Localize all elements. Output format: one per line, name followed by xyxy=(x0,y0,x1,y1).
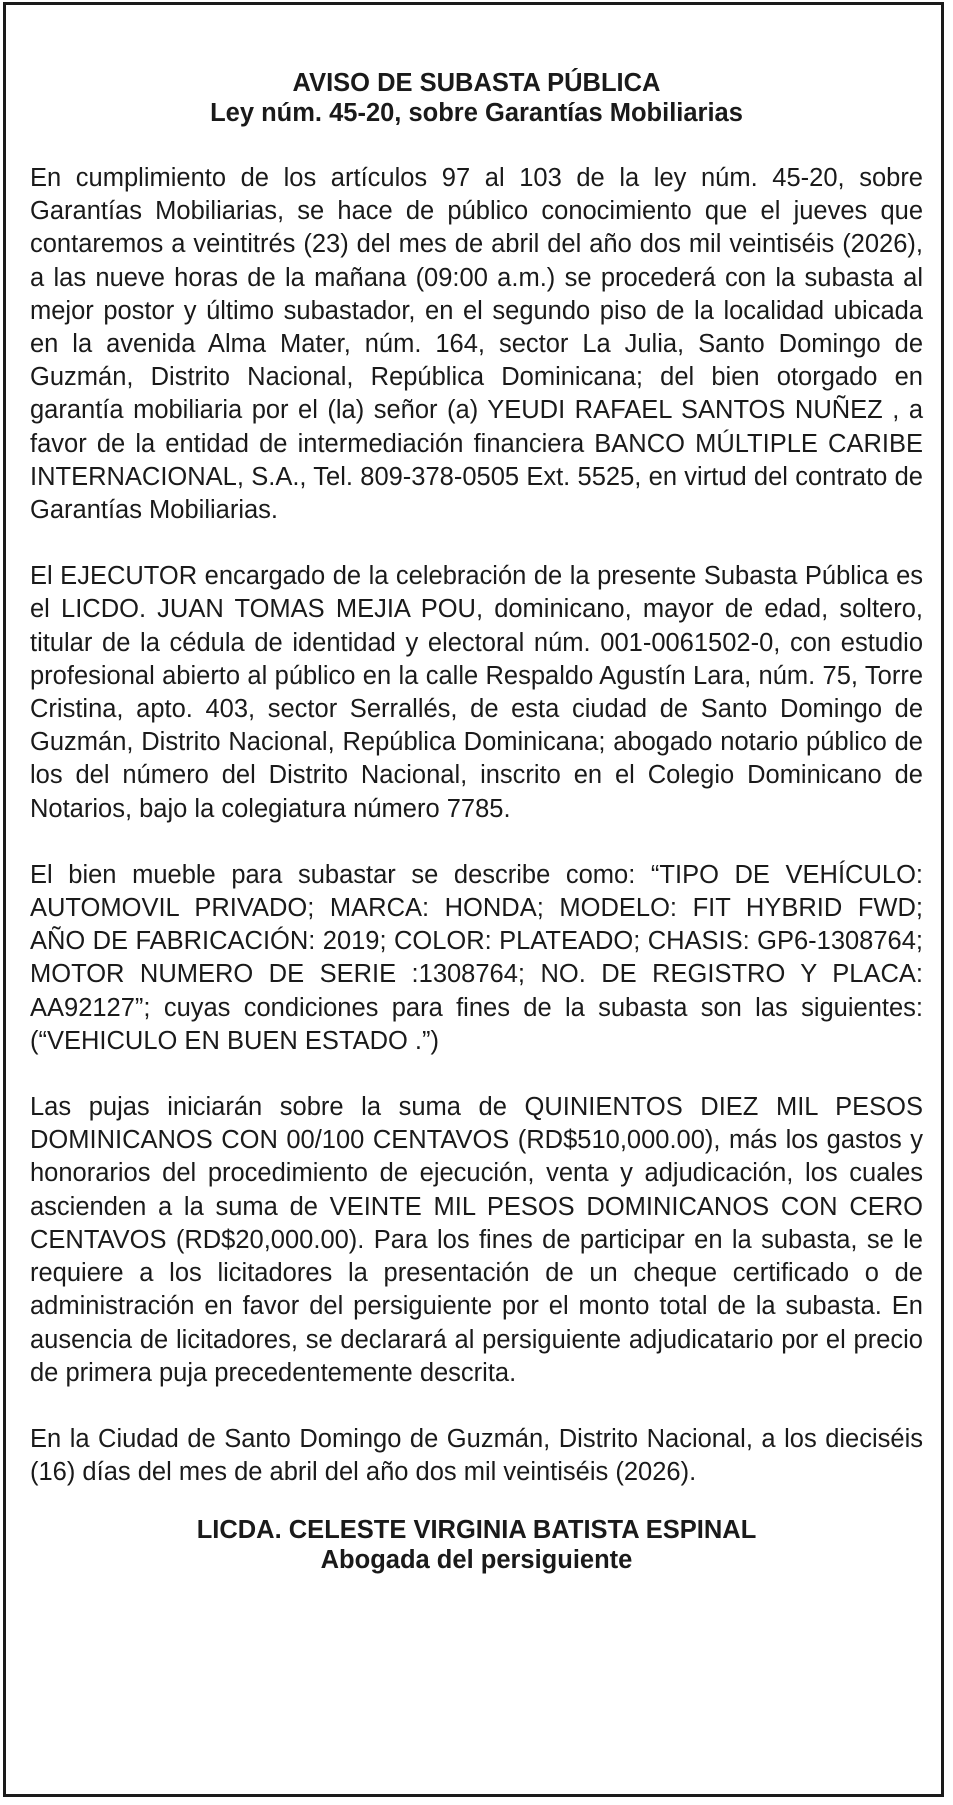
notice-title: AVISO DE SUBASTA PÚBLICA xyxy=(292,69,661,97)
paragraph-vehicle: El bien mueble para subastar se describe como: “TIPO DE VEHÍCULO: AUTOMOVIL PRIVADO; MARCA: HONDA; MODELO: FIT HYBRID FWD; AÑO DE FABRICACIÓN: 2019; COLOR: PLATEADO; CHASIS: GP6-1308764; MOTOR NUMERO DE SERIE :1308764; NO. DE REGISTRO Y PLACA: AA92127”; cuyas condiciones para fines de la subasta son las siguientes: (“VEHICULO EN BUEN ESTADO .”) xyxy=(30,860,923,1055)
paragraph-announcement: En cumplimiento de los artículos 97 al 103 de la ley núm. 45-20, sobre Garantías Mobiliarias, se hace de público conocimiento que el jueves que contaremos a veintitrés (23) del mes de abril del año dos mil veintiséis (2026), a las nueve horas de la mañana (09:00 a.m.) se procederá con la subasta al mejor postor y último subastador, en el segundo piso de la localidad ubicada en la avenida Alma Mater, núm. 164, sector La Julia, Santo Domingo de Guzmán, Distrito Nacional, República Dominicana; del bien otorgado en garantía mobiliaria por el (la) señor (a) YEUDI RAFAEL SANTOS NUÑEZ , a favor de la entidad de intermediación financiera BANCO MÚLTIPLE CARIBE INTERNACIONAL, S.A., Tel. 809-378-0505 Ext. 5525, en virtud del contrato de Garantías Mobiliarias. xyxy=(30,164,923,525)
paragraph-date-place: En la Ciudad de Santo Domingo de Guzmán, Distrito Nacional, a los dieciséis (16) días del mes de abril del año dos mil veintiséis (2026). xyxy=(30,1424,923,1487)
signature-name: LICDA. CELESTE VIRGINIA BATISTA ESPINAL xyxy=(196,1516,757,1545)
notice-subtitle: Ley núm. 45-20, sobre Garantías Mobiliarias xyxy=(210,99,743,127)
signature-role: Abogada del persiguiente xyxy=(320,1546,633,1575)
signature-block xyxy=(30,1515,923,1575)
notice-content xyxy=(30,68,923,1575)
paragraph-executor: El EJECUTOR encargado de la celebración de la presente Subasta Pública es el LICDO. JUAN TOMAS MEJIA POU, dominicano, mayor de edad, soltero, titular de la cédula de identidad y electoral núm. 001-0061502-0, con estudio profesional abierto al público en la calle Respaldo Agustín Lara, núm. 75, Torre Cristina, apto. 403, sector Serrallés, de esta ciudad de Santo Domingo de Guzmán, Distrito Nacional, República Dominicana; abogado notario público de los del número del Distrito Nacional, inscrito en el Colegio Dominicano de Notarios, bajo la colegiatura número 7785. xyxy=(30,562,923,823)
paragraph-bids: Las pujas iniciarán sobre la suma de QUINIENTOS DIEZ MIL PESOS DOMINICANOS CON 00/100 CENTAVOS (RD$510,000.00), más los gastos y honorarios del procedimiento de ejecución, venta y adjudicación, los cuales ascienden a la suma de VEINTE MIL PESOS DOMINICANOS CON CERO CENTAVOS (RD$20,000.00). Para los fines de participar en la subasta, se le requiere a los licitadores la presentación de un cheque certificado o de administración en favor del persiguiente por el monto total de la subasta. En ausencia de licitadores, se declarará al persiguiente adjudicatario por el precio de primera puja precedentemente descrita. xyxy=(30,1093,923,1387)
